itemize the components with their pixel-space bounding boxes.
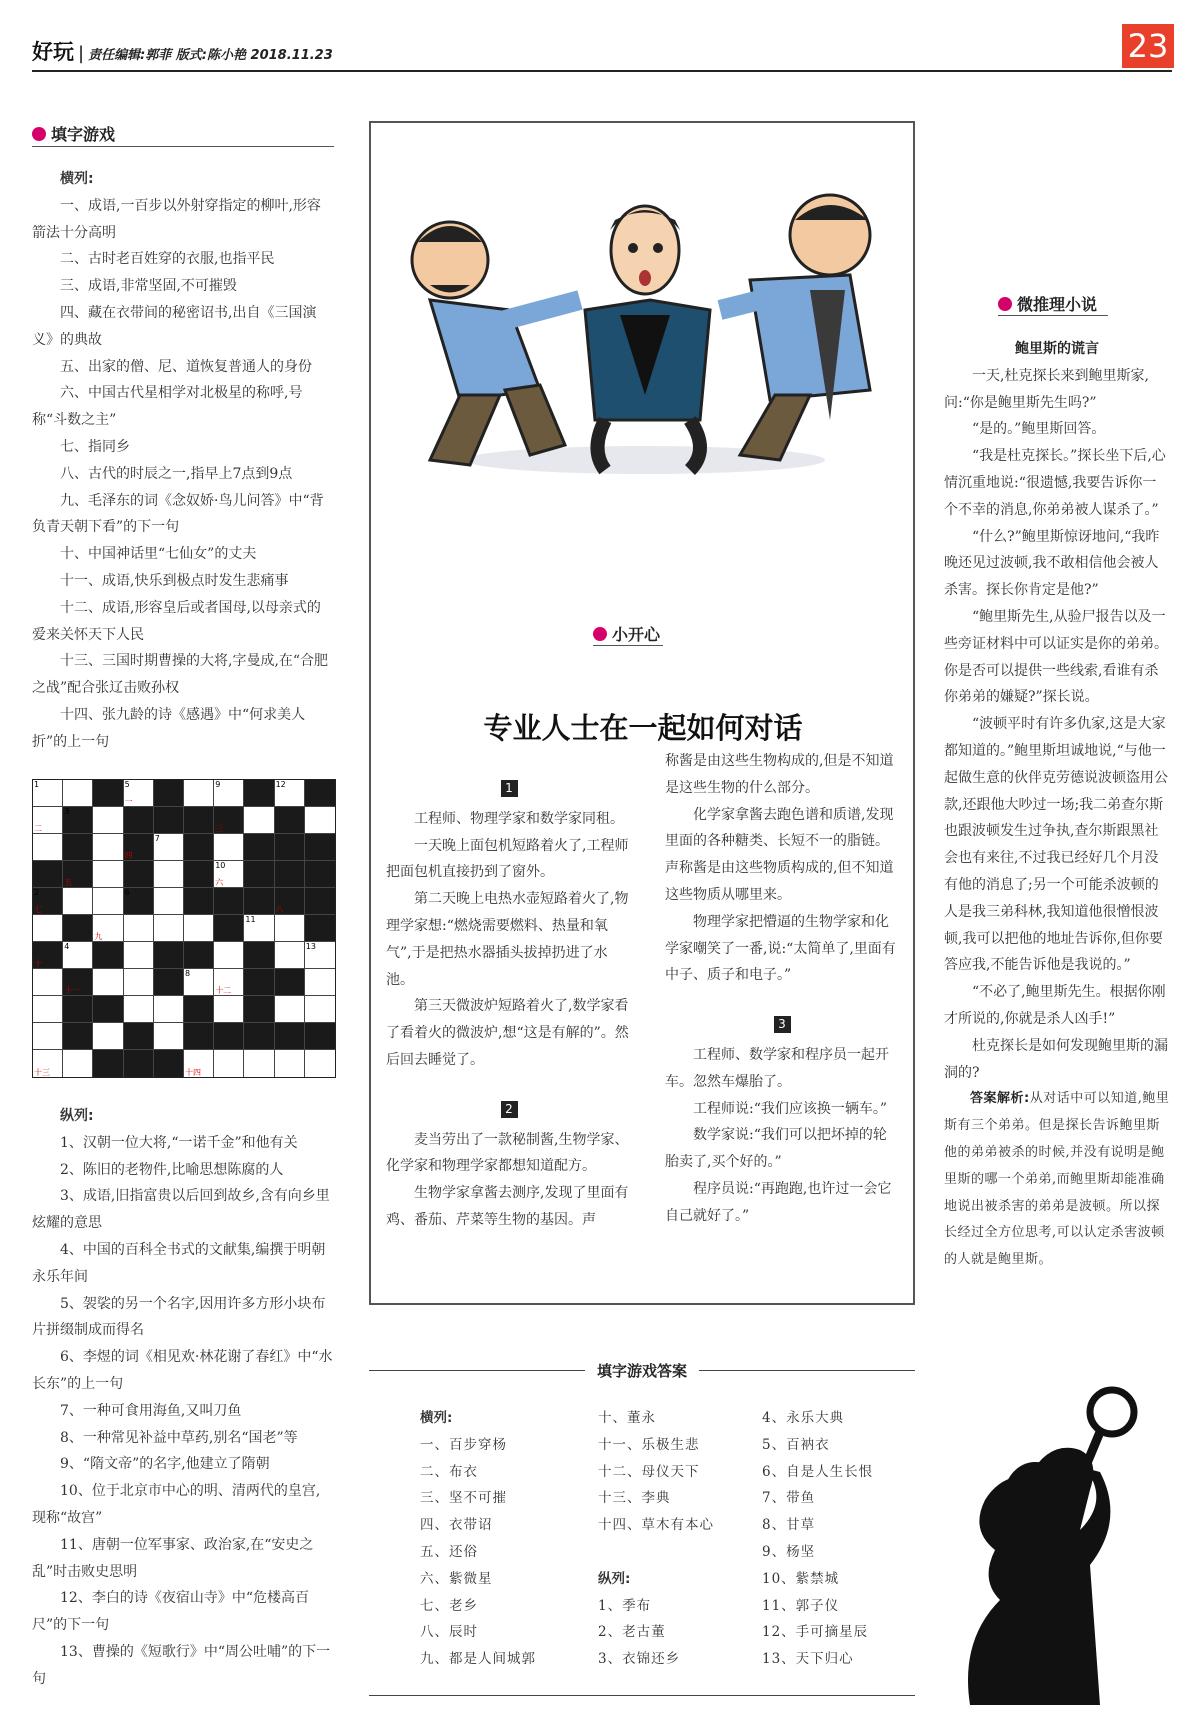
grid-cell-black — [184, 807, 214, 834]
joke1-para: 工程师、物理学家和数学家同租。 — [414, 810, 624, 827]
section-name: 好玩 — [32, 40, 74, 64]
grid-cell-black — [33, 888, 63, 915]
answer-item: 2、老古董 — [598, 1624, 666, 1641]
grid-number: 1 — [34, 780, 40, 789]
grid-number: 8 — [185, 969, 191, 978]
answer-column-1 — [420, 1405, 580, 1673]
grid-clue-mark: 十二 — [215, 986, 232, 995]
grid-clue-mark: 四 — [124, 851, 133, 860]
grid-cell — [63, 888, 93, 915]
grid-cell-black — [184, 1023, 214, 1050]
grid-number: 3 — [64, 807, 70, 816]
grid-cell-black — [124, 1023, 154, 1050]
grid-cell-black — [63, 1023, 93, 1050]
answer-analysis: 答案解析:从对话中可以知道,鲍里斯有三个弟弟。但是探长告诉鲍里斯他的弟弟被杀的时候,并没有说明是鲍里斯的哪一个弟弟,而鲍里斯却能准确地说出被杀害的弟弟是波顿。所以探长经过全方位思考,可以认定杀害波顿的人就是鲍里斯。 — [944, 1091, 1170, 1268]
grid-cell-black — [124, 834, 154, 861]
grid-cell — [124, 942, 154, 969]
grid-cell — [33, 780, 63, 807]
story-para: 杜克探长是如何发现鲍里斯的漏洞的? — [944, 1037, 1168, 1081]
grid-cell — [214, 834, 244, 861]
grid-cell-black — [154, 969, 184, 996]
joke3-para: 数学家说:“我们可以把坏掉的轮胎卖了,买个好的。” — [665, 1127, 887, 1171]
mystery-section-title: 微推理小说 — [998, 292, 1097, 315]
grid-number: 9 — [215, 780, 221, 789]
grid-cell — [33, 969, 63, 996]
grid-cell-black — [305, 1023, 335, 1050]
grid-cell — [63, 1050, 93, 1077]
joke3-para: 工程师说:“我们应该换一辆车。” — [693, 1100, 888, 1117]
grid-cell — [275, 1050, 305, 1077]
section-underline — [32, 146, 334, 147]
down-clue: 3、成语,旧指富贵以后回到故乡,含有向乡里炫耀的意思 — [32, 1188, 330, 1232]
answer-item: 七、老乡 — [420, 1597, 478, 1614]
grid-clue-mark: 六 — [215, 878, 224, 887]
answer-column-3 — [762, 1405, 912, 1673]
grid-cell — [214, 942, 244, 969]
bullet-dot-icon — [32, 127, 46, 141]
joke1-para: 第二天晚上电热水壶短路着火了,物理学家想:“燃烧需要燃料、热量和氧气”,于是把热水器插头拔掉扔进了水池。 — [386, 891, 629, 988]
answer-item: 6、自是人生长恨 — [762, 1463, 874, 1480]
down-clue: 1、汉朝一位大将,“一诺千金”和他有关 — [60, 1134, 298, 1151]
story-para: “不必了,鲍里斯先生。根据你刚才所说的,你就是杀人凶手!” — [944, 984, 1166, 1027]
answer-item: 8、甘草 — [762, 1517, 816, 1534]
grid-cell-black — [63, 969, 93, 996]
grid-cell — [33, 807, 63, 834]
grid-cell-black — [124, 1050, 154, 1077]
page-header — [32, 36, 333, 66]
grid-number: 5 — [124, 780, 130, 789]
answer-item: 二、布衣 — [420, 1463, 478, 1480]
grid-cell-black — [214, 888, 244, 915]
answer-item: 10、紫禁城 — [762, 1570, 840, 1587]
joke2-para: 物理学家把懵逼的生物学家和化学家嘲笑了一番,说:“太简单了,里面有中子、质子和电子。” — [665, 913, 896, 984]
grid-cell — [154, 834, 184, 861]
grid-cell — [63, 942, 93, 969]
joke2-para: 化学家拿酱去跑色谱和质谱,发现里面的各种糖类、长短不一的脂链。声称酱是由这些物质构成的,但不知道这些物质从哪里来。 — [665, 806, 894, 903]
grid-clue-mark: 二 — [34, 824, 42, 833]
across-clue: 十、中国神话里“七仙女”的丈夫 — [60, 546, 257, 563]
answer-item: 一、百步穿杨 — [420, 1436, 507, 1453]
grid-cell-black — [63, 996, 93, 1023]
grid-cell-black — [93, 780, 123, 807]
answer-item: 八、辰时 — [420, 1624, 478, 1641]
grid-cell-black — [184, 888, 214, 915]
grid-cell-black — [184, 996, 214, 1023]
grid-cell-black — [63, 807, 93, 834]
grid-clue-mark: 三 — [215, 824, 224, 833]
part-number-1: 1 — [501, 780, 518, 797]
tag-underline — [593, 645, 663, 646]
answer-item: 11、郭子仪 — [762, 1597, 840, 1614]
grid-cell-black — [305, 915, 335, 942]
grid-cell — [154, 861, 184, 888]
grid-cell-black — [244, 969, 274, 996]
grid-cell-black — [93, 996, 123, 1023]
grid-cell-black — [184, 861, 214, 888]
grid-cell — [33, 834, 63, 861]
grid-cell — [154, 1023, 184, 1050]
left-man-figure — [412, 222, 580, 465]
across-clue: 十三、三国时期曹操的大将,字曼成,在“合肥之战”配合张辽击败孙权 — [32, 653, 329, 697]
grid-cell — [214, 861, 244, 888]
grid-cell — [305, 807, 335, 834]
grid-cell — [184, 1050, 214, 1077]
grid-cell — [63, 780, 93, 807]
grid-clue-mark: 十三 — [34, 1068, 50, 1077]
grid-clue-mark: 一 — [124, 797, 133, 806]
answer-item: 十二、母仪天下 — [598, 1463, 700, 1480]
answer-item: 12、手可摘星辰 — [762, 1624, 869, 1641]
grid-cell-black — [33, 942, 63, 969]
down-clues — [32, 1103, 334, 1693]
grid-cell — [33, 1023, 63, 1050]
across-clue: 六、中国古代星相学对北极星的称呼,号称“斗数之主” — [32, 385, 303, 429]
grid-cell-black — [305, 780, 335, 807]
down-clue: 11、唐朝一位军事家、政治家,在“安史之乱”时击败史思明 — [32, 1536, 314, 1580]
down-clue: 8、一种常见补益中草药,别名“国老”等 — [60, 1429, 298, 1446]
down-clue: 9、“隋文帝”的名字,他建立了隋朝 — [60, 1456, 270, 1473]
header-divider: | — [78, 43, 85, 64]
page-number: 23 — [1122, 24, 1174, 68]
grid-cell-black — [33, 861, 63, 888]
grid-cell-black — [244, 780, 274, 807]
joke3-para: 程序员说:“再跑跑,也许过一会它自己就好了。” — [665, 1180, 892, 1224]
grid-cell — [275, 996, 305, 1023]
grid-cell — [305, 1050, 335, 1077]
down-clue: 2、陈旧的老物件,比喻思想陈腐的人 — [60, 1161, 284, 1178]
grid-number: 11 — [245, 915, 256, 924]
story-para: “是的。”鲍里斯回答。 — [972, 421, 1106, 438]
joke-headline: 专业人士在一起如何对话 — [483, 711, 803, 745]
across-clue: 十一、成语,快乐到极点时发生悲痛事 — [60, 572, 289, 589]
grid-cell-black — [93, 942, 123, 969]
grid-cell-black — [275, 807, 305, 834]
answer-item: 十三、李典 — [598, 1490, 671, 1507]
answer-item: 三、坚不可摧 — [420, 1490, 507, 1507]
grid-cell — [33, 1050, 63, 1077]
bullet-dot-icon — [593, 627, 607, 641]
across-clue: 十四、张九龄的诗《感遇》中“何求美人折”的上一句 — [32, 706, 306, 750]
grid-clue-mark: 十 — [34, 959, 42, 968]
grid-number: 13 — [305, 942, 316, 951]
header-rule — [32, 70, 1172, 72]
story-para: “我是杜克探长。”探长坐下后,心情沉重地说:“很遗憾,我要告诉你一个不幸的消息,你弟弟被人谋杀了。” — [944, 448, 1166, 518]
grid-cell-black — [244, 834, 274, 861]
grid-cell-black — [184, 834, 214, 861]
grid-cell — [184, 780, 214, 807]
down-clue: 7、一种可食用海鱼,又叫刀鱼 — [60, 1402, 242, 1419]
down-clue: 10、位于北京市中心的明、清两代的皇宫,现称“故宫” — [32, 1483, 321, 1526]
story-para: “鲍里斯先生,从验尸报告以及一些旁证材料中可以证实是你的弟弟。你是否可以提供一些线索,看谁有杀你弟弟的嫌疑?”探长说。 — [944, 608, 1168, 706]
grid-cell — [214, 969, 244, 996]
joke2-para-continued: 称酱是由这些生物构成的,但是不知道是这些生物的什么部分。 — [665, 753, 894, 796]
grid-clue-mark: 七 — [34, 905, 42, 914]
across-clue: 五、出家的僧、尼、道恢复普通人的身份 — [60, 358, 312, 375]
grid-cell — [154, 996, 184, 1023]
answer-item: 六、紫微星 — [420, 1570, 493, 1587]
grid-cell — [244, 807, 274, 834]
grid-cell — [305, 942, 335, 969]
answer-item: 5、百衲衣 — [762, 1436, 830, 1453]
grid-cell-black — [63, 915, 93, 942]
answer-rule-bottom — [369, 1695, 915, 1696]
crossword-section-title: 填字游戏 — [32, 122, 115, 145]
grid-cell-black — [154, 807, 184, 834]
joke-section-title: 小开心 — [593, 622, 660, 645]
grid-cell — [124, 996, 154, 1023]
grid-cell — [93, 861, 123, 888]
across-clue: 二、古时老百姓穿的衣服,也指平民 — [60, 251, 275, 268]
grid-cell-black — [244, 861, 274, 888]
grid-cell — [275, 942, 305, 969]
grid-cell-black — [275, 861, 305, 888]
grid-cell-black — [214, 807, 244, 834]
grid-clue-mark: 十一 — [64, 986, 81, 995]
story-para: 一天,杜克探长来到鲍里斯家,问:“你是鲍里斯先生吗?” — [944, 367, 1149, 411]
across-clue: 四、藏在衣带间的秘密诏书,出自《三国演义》的典故 — [32, 304, 317, 348]
joke-column-1 — [386, 775, 632, 1234]
across-clue: 九、毛泽东的词《念奴娇·鸟儿问答》中“背负青天朝下看”的下一句 — [32, 492, 324, 536]
down-clue: 12、李白的诗《夜宿山寺》中“危楼高百尺”的下一句 — [32, 1590, 309, 1634]
grid-number: 12 — [275, 780, 286, 789]
grid-cell-black — [154, 780, 184, 807]
bullet-dot-icon — [998, 297, 1012, 311]
answer-column-2 — [598, 1405, 748, 1673]
grid-cell-black — [244, 888, 274, 915]
grid-cell — [244, 915, 274, 942]
grid-cell-black — [124, 807, 154, 834]
editor-info: 责任编辑:郭菲 版式:陈小艳 2018.11.23 — [88, 48, 333, 63]
grid-cell — [184, 915, 214, 942]
grid-cell-black — [214, 915, 244, 942]
crossword-grid — [32, 779, 336, 1078]
grid-cell-black — [63, 861, 93, 888]
answer-item: 五、还俗 — [420, 1543, 478, 1560]
grid-cell-black — [305, 861, 335, 888]
grid-cell-black — [154, 942, 184, 969]
grid-number: 6 — [124, 888, 130, 897]
across-clue: 七、指同乡 — [60, 438, 130, 455]
across-label: 横列: — [60, 171, 94, 187]
across-clue: 三、成语,非常坚固,不可摧毁 — [60, 278, 237, 295]
grid-cell — [93, 969, 123, 996]
grid-cell-black — [214, 1023, 244, 1050]
grid-cell — [305, 969, 335, 996]
grid-cell-black — [305, 888, 335, 915]
down-clue: 5、袈裟的另一个名字,因用许多方形小块布片拼缀制成而得名 — [32, 1295, 326, 1339]
mystery-title: 鲍里斯的谎言 — [1015, 341, 1099, 357]
grid-number: 4 — [64, 942, 70, 951]
grid-cell — [93, 834, 123, 861]
across-clues — [32, 166, 334, 756]
tag-underline — [998, 315, 1108, 316]
grid-cell — [214, 780, 244, 807]
grid-cell — [244, 1050, 274, 1077]
part-number-2: 2 — [501, 1101, 518, 1118]
grid-cell — [275, 780, 305, 807]
answer-item: 9、杨坚 — [762, 1543, 816, 1560]
joke1-para: 第三天微波炉短路着火了,数学家看了看着火的微波炉,想“这是有解的”。然后回去睡觉了。 — [386, 998, 629, 1068]
grid-clue-mark: 八 — [275, 905, 284, 914]
grid-cell — [33, 996, 63, 1023]
grid-cell — [305, 996, 335, 1023]
grid-clue-mark: 九 — [94, 932, 103, 941]
grid-cell — [93, 807, 123, 834]
answer-item: 九、都是人间城郭 — [420, 1651, 536, 1668]
across-clue: 八、古代的时辰之一,指早上7点到9点 — [60, 465, 293, 482]
grid-cell — [93, 915, 123, 942]
answer-across-label: 横列: — [420, 1410, 453, 1426]
cartoon-illustration — [390, 190, 900, 490]
story-para: “什么?”鲍里斯惊讶地问,“我昨晚还见过波顿,我不敢相信他会被人杀害。探长你肯定是他?” — [944, 528, 1160, 599]
grid-cell-black — [275, 834, 305, 861]
mystery-story — [944, 336, 1170, 1274]
grid-cell — [93, 888, 123, 915]
part-number-3: 3 — [774, 1016, 791, 1033]
across-clue: 十二、成语,形容皇后或者国母,以母亲式的爱来关怀天下人民 — [32, 599, 321, 643]
down-label: 纵列: — [60, 1108, 94, 1124]
joke2-para: 麦当劳出了一款秘制酱,生物学家、化学家和物理学家都想知道配方。 — [386, 1131, 629, 1175]
grid-cell-black — [244, 996, 274, 1023]
down-clue: 6、李煜的词《相见欢·林花谢了春红》中“水长东”的上一句 — [32, 1349, 333, 1392]
grid-number: 2 — [34, 888, 40, 897]
right-man-figure — [720, 195, 870, 460]
story-para: “波顿平时有许多仇家,这是大家都知道的。”鲍里斯坦诚地说,“与他一起做生意的伙伴克劳德说波顿盗用公款,还跟他大吵过一场;我二弟查尔斯也跟波顿发生过争执,查尔斯跟黑社会也有来往,不过我已经好几个月没有他的消息了;另一个可能杀波顿的人是我三弟科林,我知道他很憎恨波顿,我可以把他的地址告诉你,但你要答应我,不能告诉他是我说的。” — [944, 716, 1168, 974]
answer-item: 13、天下归心 — [762, 1651, 854, 1668]
grid-cell-black — [184, 942, 214, 969]
down-clue: 4、中国的百科全书式的文献集,编撰于明朝永乐年间 — [32, 1241, 326, 1285]
answer-item: 十、董永 — [598, 1410, 656, 1426]
grid-number: 10 — [215, 861, 226, 870]
across-clue: 一、成语,一百步以外射穿指定的柳叶,形容箭法十分高明 — [32, 197, 321, 241]
grid-cell-black — [93, 1050, 123, 1077]
answer-item: 十一、乐极生悲 — [598, 1436, 700, 1453]
grid-cell-black — [154, 1050, 184, 1077]
grid-cell — [275, 915, 305, 942]
answer-item: 1、季布 — [598, 1597, 652, 1614]
grid-cell — [154, 915, 184, 942]
grid-cell-black — [275, 888, 305, 915]
grid-cell — [214, 1050, 244, 1077]
grid-number: 7 — [154, 834, 160, 843]
grid-cell — [184, 969, 214, 996]
answer-item: 4、永乐大典 — [762, 1410, 845, 1426]
grid-cell — [214, 996, 244, 1023]
answer-item: 3、衣锦还乡 — [598, 1651, 681, 1668]
grid-cell-black — [244, 1023, 274, 1050]
grid-cell — [124, 915, 154, 942]
grid-cell-black — [124, 861, 154, 888]
answer-item: 7、带鱼 — [762, 1490, 816, 1507]
grid-cell-black — [63, 834, 93, 861]
joke-column-2 — [665, 748, 899, 1230]
grid-cell-black — [275, 1023, 305, 1050]
grid-cell — [124, 780, 154, 807]
answer-title: 填字游戏答案 — [585, 1362, 699, 1380]
grid-cell-black — [305, 834, 335, 861]
joke3-para: 工程师、数学家和程序员一起开车。忽然车爆胎了。 — [665, 1046, 889, 1090]
grid-cell-black — [124, 888, 154, 915]
answer-item: 四、衣带诏 — [420, 1517, 493, 1534]
grid-cell-black — [275, 969, 305, 996]
grid-clue-mark: 十四 — [185, 1068, 201, 1077]
grid-clue-mark: 五 — [64, 878, 73, 887]
grid-cell — [33, 915, 63, 942]
joke2-para-split: 生物学家拿酱去测序,发现了里面有鸡、番茄、芹菜等生物的基因。声 — [386, 1185, 629, 1228]
grid-cell — [154, 888, 184, 915]
answer-item: 十四、草木有本心 — [598, 1517, 714, 1534]
joke1-para: 一天晚上面包机短路着火了,工程师把面包机直接扔到了窗外。 — [386, 837, 629, 881]
grid-cell — [124, 969, 154, 996]
grid-cell — [93, 1023, 123, 1050]
answer-down-label: 纵列: — [598, 1570, 631, 1587]
center-man-figure — [585, 206, 710, 470]
down-clue: 13、曹操的《短歌行》中“周公吐哺”的下一句 — [32, 1643, 331, 1687]
grid-cell-black — [244, 942, 274, 969]
detective-silhouette-icon — [940, 1380, 1172, 1705]
